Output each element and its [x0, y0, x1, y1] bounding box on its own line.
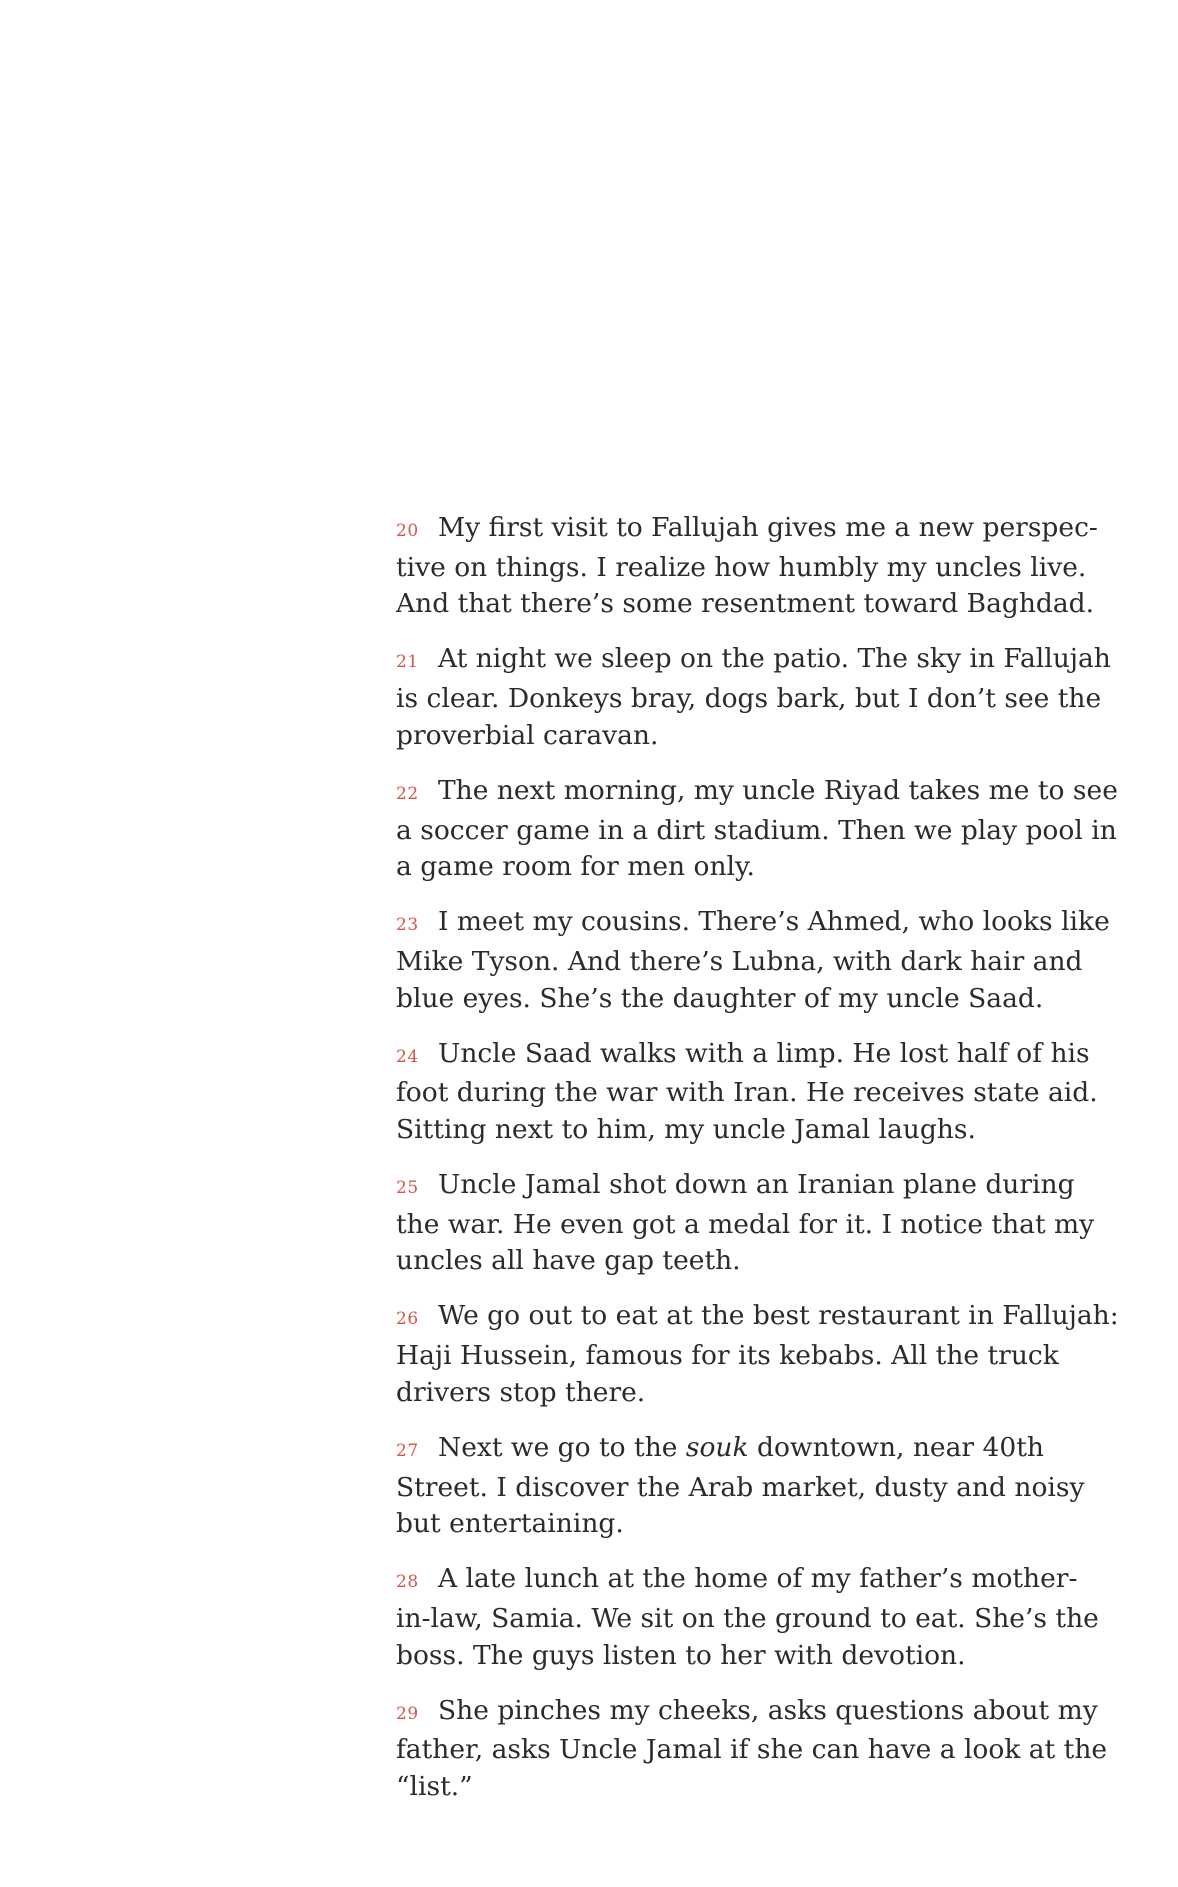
paragraph-line: [396, 1430, 1096, 1470]
paragraph-number: 25: [396, 1178, 419, 1199]
paragraph-line-text: I meet my cousins. There’s Ahmed, who looks like: [438, 906, 1110, 938]
paragraph-line: [396, 1561, 1096, 1601]
paragraph-line-text: We go out to eat at the best restaurant in Fallujah:: [438, 1300, 1119, 1332]
paragraph-line: Mike Tyson. And there’s Lubna, with dark hair and: [396, 945, 1083, 977]
paragraph-number: 26: [396, 1309, 419, 1330]
paragraph-line: [396, 1167, 1096, 1207]
paragraph-22: [396, 773, 1118, 886]
paragraph-number: 28: [396, 1572, 419, 1593]
paragraph-line-text: Uncle Jamal shot down an Iranian plane during: [438, 1169, 1075, 1201]
paragraph-line: tive on things. I realize how humbly my uncles live.: [396, 551, 1087, 583]
paragraph-line: in-law, Samia. We sit on the ground to eat. She’s the: [396, 1602, 1099, 1634]
italic-term-souk: souk: [685, 1431, 749, 1463]
paragraph-20: [396, 510, 1096, 623]
paragraph-line: [396, 1036, 1096, 1076]
paragraph-line-text: My first visit to Fallujah gives me a new perspec-: [438, 512, 1098, 543]
paragraph-line: drivers stop there.: [396, 1376, 646, 1408]
paragraph-line-text: A late lunch at the home of my father’s mother-: [438, 1563, 1078, 1595]
paragraph-number: 29: [396, 1703, 419, 1724]
paragraph-line-text: At night we sleep on the patio. The sky in Fallujah: [438, 643, 1111, 675]
paragraph-line: the war. He even got a medal for it. I notice that my: [396, 1208, 1095, 1240]
paragraph-line-text-after: downtown, near 40th: [748, 1431, 1044, 1463]
paragraph-line: [396, 641, 1111, 681]
paragraph-number: 23: [396, 915, 419, 936]
paragraph-line: boss. The guys listen to her with devotion.: [396, 1639, 966, 1671]
paragraph-29: [396, 1693, 1108, 1806]
paragraph-line: [396, 773, 1118, 813]
paragraph-number: 21: [396, 652, 419, 673]
paragraph-number: 22: [396, 783, 419, 804]
paragraph-line: father, asks Uncle Jamal if she can have a look at the: [396, 1734, 1108, 1766]
paragraph-line: Haji Hussein, famous for its kebabs. All the truck: [396, 1340, 1059, 1372]
paragraph-21: [396, 641, 1111, 754]
paragraph-line: a game room for men only.: [396, 851, 755, 883]
paragraph-line: blue eyes. She’s the daughter of my uncle Saad.: [396, 982, 1044, 1014]
paragraph-25: [396, 1167, 1096, 1280]
paragraph-line: is clear. Donkeys bray, dogs bark, but I don’t see the: [396, 683, 1102, 715]
body-text: [396, 510, 1119, 1824]
paragraph-number: 20: [396, 521, 419, 541]
paragraph-line: a soccer game in a dirt stadium. Then we play pool in: [396, 814, 1117, 846]
paragraph-line: [396, 1298, 1119, 1338]
paragraph-line-text: Uncle Saad walks with a limp. He lost half of his: [438, 1037, 1090, 1069]
paragraph-line: foot during the war with Iran. He receives state aid.: [396, 1077, 1098, 1109]
paragraph-line: “list.”: [396, 1771, 473, 1803]
paragraph-line: [396, 904, 1110, 944]
paragraph-line: proverbial caravan.: [396, 719, 659, 751]
paragraph-line: uncles all have gap teeth.: [396, 1245, 741, 1277]
paragraph-27: [396, 1430, 1096, 1543]
paragraph-24: [396, 1036, 1096, 1149]
paragraph-line: [396, 1693, 1096, 1733]
paragraph-line: but entertaining.: [396, 1508, 624, 1540]
paragraph-line-text: She pinches my cheeks, asks questions about my: [438, 1694, 1098, 1726]
paragraph-line: Sitting next to him, my uncle Jamal laughs.: [396, 1114, 976, 1146]
paragraph-number: 24: [396, 1046, 419, 1067]
paragraph-number: 27: [396, 1440, 419, 1461]
paragraph-line: Street. I discover the Arab market, dusty and noisy: [396, 1471, 1085, 1503]
paragraph-28: [396, 1561, 1099, 1674]
paragraph-line: [396, 510, 1096, 550]
paragraph-line-text: The next morning, my uncle Riyad takes me to see: [438, 774, 1118, 806]
paragraph-26: [396, 1298, 1119, 1411]
paragraph-line-text-before: Next we go to the: [438, 1431, 686, 1463]
paragraph-23: [396, 904, 1110, 1017]
paragraph-line: And that there’s some resentment toward Baghdad.: [396, 588, 1095, 620]
